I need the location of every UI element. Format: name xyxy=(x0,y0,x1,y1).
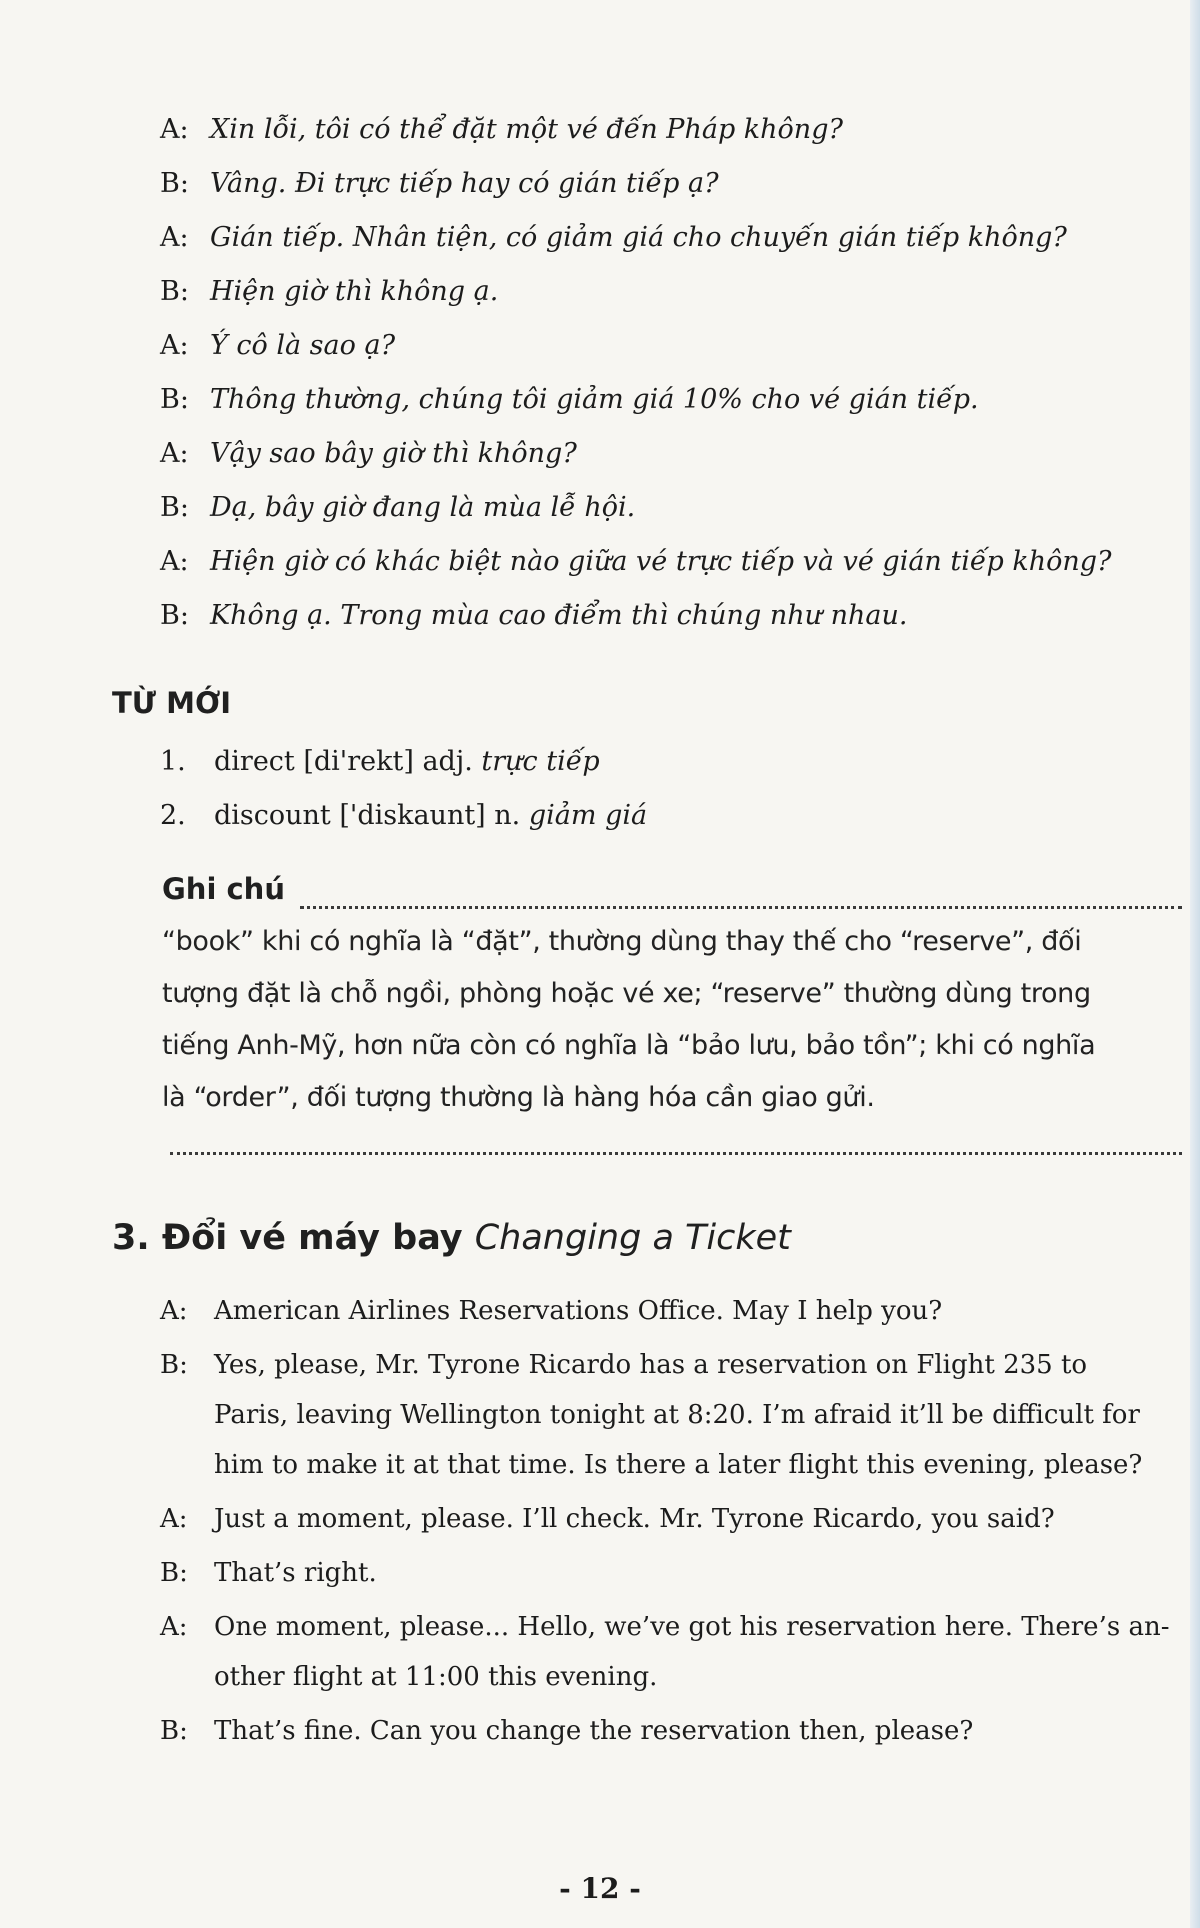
dialogue-turn xyxy=(160,1548,1200,1598)
note-heading: Ghi chú xyxy=(162,872,285,906)
speaker-label: A: xyxy=(160,1612,188,1642)
dialogue-text: Yes, please, Mr. Tyrone Ricardo has a reservation on Flight 235 to xyxy=(214,1350,1088,1380)
dialogue-text: Thông thường, chúng tôi giảm giá 10% cho vé gián tiếp. xyxy=(210,384,979,415)
dialogue-text: Paris, leaving Wellington tonight at 8:20. I’m afraid it’ll be difficult for xyxy=(214,1400,1140,1430)
vocab-entry: direct [di'rekt] adj. xyxy=(214,746,473,777)
speaker-label: A: xyxy=(160,438,189,469)
vocab-meaning: trực tiếp xyxy=(481,746,600,777)
speaker-label: A: xyxy=(160,1296,188,1326)
speaker-label: B: xyxy=(160,1716,188,1746)
page-number: - 12 - xyxy=(559,1872,641,1905)
dialogue-text: That’s right. xyxy=(214,1558,377,1588)
section-title-vi: 3. Đổi vé máy bay xyxy=(112,1218,463,1258)
speaker-label: B: xyxy=(160,276,189,307)
section-title xyxy=(112,1218,791,1258)
note-bottom-dotted-rule xyxy=(170,1152,1182,1155)
dialogue-text: One moment, please... Hello, we’ve got his reservation here. There’s an- xyxy=(214,1612,1170,1642)
dialogue-text: Gián tiếp. Nhân tiện, có giảm giá cho chuyến gián tiếp không? xyxy=(210,222,1067,253)
note-top-dotted-rule xyxy=(300,906,1182,909)
speaker-label: B: xyxy=(160,1558,188,1588)
speaker-label: B: xyxy=(160,168,189,199)
dialogue-turn xyxy=(160,1286,1200,1336)
speaker-label: A: xyxy=(160,222,189,253)
speaker-label: B: xyxy=(160,600,189,631)
vocab-meaning: giảm giá xyxy=(528,800,648,831)
section-title-en: Changing a Ticket xyxy=(474,1218,791,1258)
dialogue-text: Xin lỗi, tôi có thể đặt một vé đến Pháp không? xyxy=(210,114,843,145)
note-line: là “order”, đối tượng thường là hàng hóa cần giao gửi. xyxy=(162,1082,875,1113)
speaker-label: A: xyxy=(160,546,189,577)
dialogue-text: Just a moment, please. I’ll check. Mr. Tyrone Ricardo, you said? xyxy=(214,1504,1055,1534)
dialogue-text: other flight at 11:00 this evening. xyxy=(214,1662,658,1692)
speaker-label: A: xyxy=(160,330,189,361)
speaker-label: B: xyxy=(160,492,189,523)
dialogue-text: Ý cô là sao ạ? xyxy=(210,330,396,361)
dialogue-turn xyxy=(160,1602,1200,1702)
dialogue-text: Dạ, bây giờ đang là mùa lễ hội. xyxy=(210,492,636,523)
dialogue-text: Không ạ. Trong mùa cao điểm thì chúng như nhau. xyxy=(210,600,908,631)
dialogue-turn xyxy=(160,1706,1200,1756)
note-line: tượng đặt là chỗ ngồi, phòng hoặc vé xe; “reserve” thường dùng trong xyxy=(162,978,1091,1009)
dialogue-text: American Airlines Reservations Office. May I help you? xyxy=(214,1296,943,1326)
note-body xyxy=(162,916,1194,1124)
dialogue-text: Vậy sao bây giờ thì không? xyxy=(210,438,577,469)
speaker-label: A: xyxy=(160,1504,188,1534)
vocab-number: 1. xyxy=(160,746,186,777)
note-line: tiếng Anh-Mỹ, hơn nữa còn có nghĩa là “bảo lưu, bảo tồn”; khi có nghĩa xyxy=(162,1030,1096,1061)
dialogue-text: That’s fine. Can you change the reservation then, please? xyxy=(214,1716,974,1746)
speaker-label: A: xyxy=(160,114,189,145)
dialogue-turn xyxy=(160,1494,1200,1544)
dialogue-turn xyxy=(160,1340,1200,1490)
vocab-entry: discount ['diskaunt] n. xyxy=(214,800,521,831)
speaker-label: B: xyxy=(160,384,189,415)
dialogue-text: Hiện giờ thì không ạ. xyxy=(210,276,499,307)
vocab-number: 2. xyxy=(160,800,186,831)
dialogue-text: him to make it at that time. Is there a later flight this evening, please? xyxy=(214,1450,1143,1480)
vocab-heading: TỪ MỚI xyxy=(112,686,232,720)
dialogue-text: Hiện giờ có khác biệt nào giữa vé trực tiếp và vé gián tiếp không? xyxy=(210,546,1112,577)
dialogue-text: Vâng. Đi trực tiếp hay có gián tiếp ạ? xyxy=(210,168,719,199)
speaker-label: B: xyxy=(160,1350,188,1380)
note-line: “book” khi có nghĩa là “đặt”, thường dùng thay thế cho “reserve”, đối xyxy=(162,926,1082,957)
